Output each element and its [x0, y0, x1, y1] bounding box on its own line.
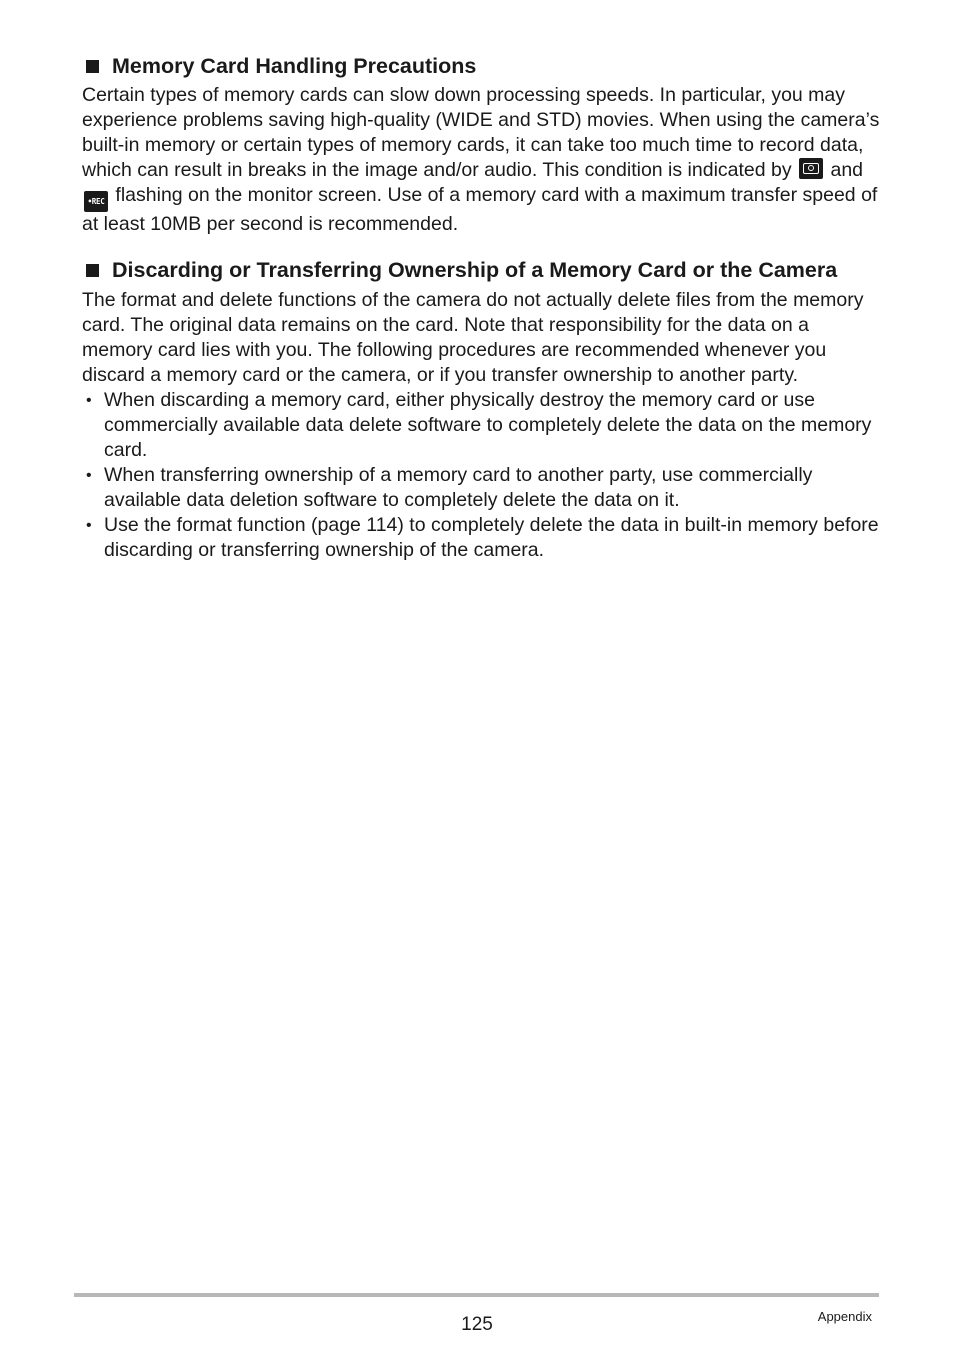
- page-content: [82, 52, 882, 563]
- heading-text: Discarding or Transferring Ownership of a Memory Card or the Camera: [112, 258, 838, 282]
- page-number: 125: [461, 1314, 493, 1335]
- bullet-list: [82, 388, 882, 563]
- footer-section-label: Appendix: [817, 1309, 872, 1324]
- section-memory-card-precautions: [82, 52, 882, 237]
- section-discarding-transferring: [82, 256, 882, 563]
- paragraph-text: flashing on the monitor screen. Use of a memory card with a maximum transfer speed of at least 10MB per second is recommended.: [82, 184, 878, 235]
- paragraph-text: Certain types of memory cards can slow down processing speeds. In particular, you may experience problems saving high-quality (WIDE and STD) movies. When using the camera’s built-in memory or certain types of memory cards, it can take too much time to record data, which can result in breaks in the image and/or audio. This condition is indicated by: [82, 84, 880, 181]
- rec-icon: •REC: [84, 191, 108, 212]
- list-item-text: When discarding a memory card, either physically destroy the memory card or use commercially available data delete software to completely delete the data on the memory card.: [104, 389, 872, 461]
- section-heading: [82, 256, 882, 284]
- bullet-dot-icon: •: [86, 517, 92, 534]
- square-bullet-icon: [86, 60, 99, 73]
- paragraph-text: and: [825, 159, 864, 181]
- body-paragraph: The format and delete functions of the camera do not actually delete files from the memory card. The original data remains on the card. Note that responsibility for the data on a memory card lies with you. The following procedures are recommended whenever you discard a memory card or the camera, or if you transfer ownership to another party.: [82, 289, 864, 386]
- bullet-dot-icon: •: [86, 392, 92, 409]
- list-item-text: Use the format function (page 114) to completely delete the data in built-in memory before discarding or transferring ownership of the camera.: [104, 514, 879, 561]
- list-item: [82, 463, 882, 513]
- heading-text: Memory Card Handling Precautions: [112, 54, 477, 78]
- body-paragraph: [82, 83, 882, 237]
- list-item-text: When transferring ownership of a memory card to another party, use commercially available data deletion software to completely delete the data on it.: [104, 464, 813, 511]
- list-item: [82, 388, 882, 463]
- square-bullet-icon: [86, 264, 99, 277]
- bullet-dot-icon: •: [86, 467, 92, 484]
- camera-icon: [799, 158, 823, 179]
- list-item: [82, 513, 882, 563]
- footer-divider: [74, 1293, 879, 1297]
- section-heading: [82, 52, 882, 80]
